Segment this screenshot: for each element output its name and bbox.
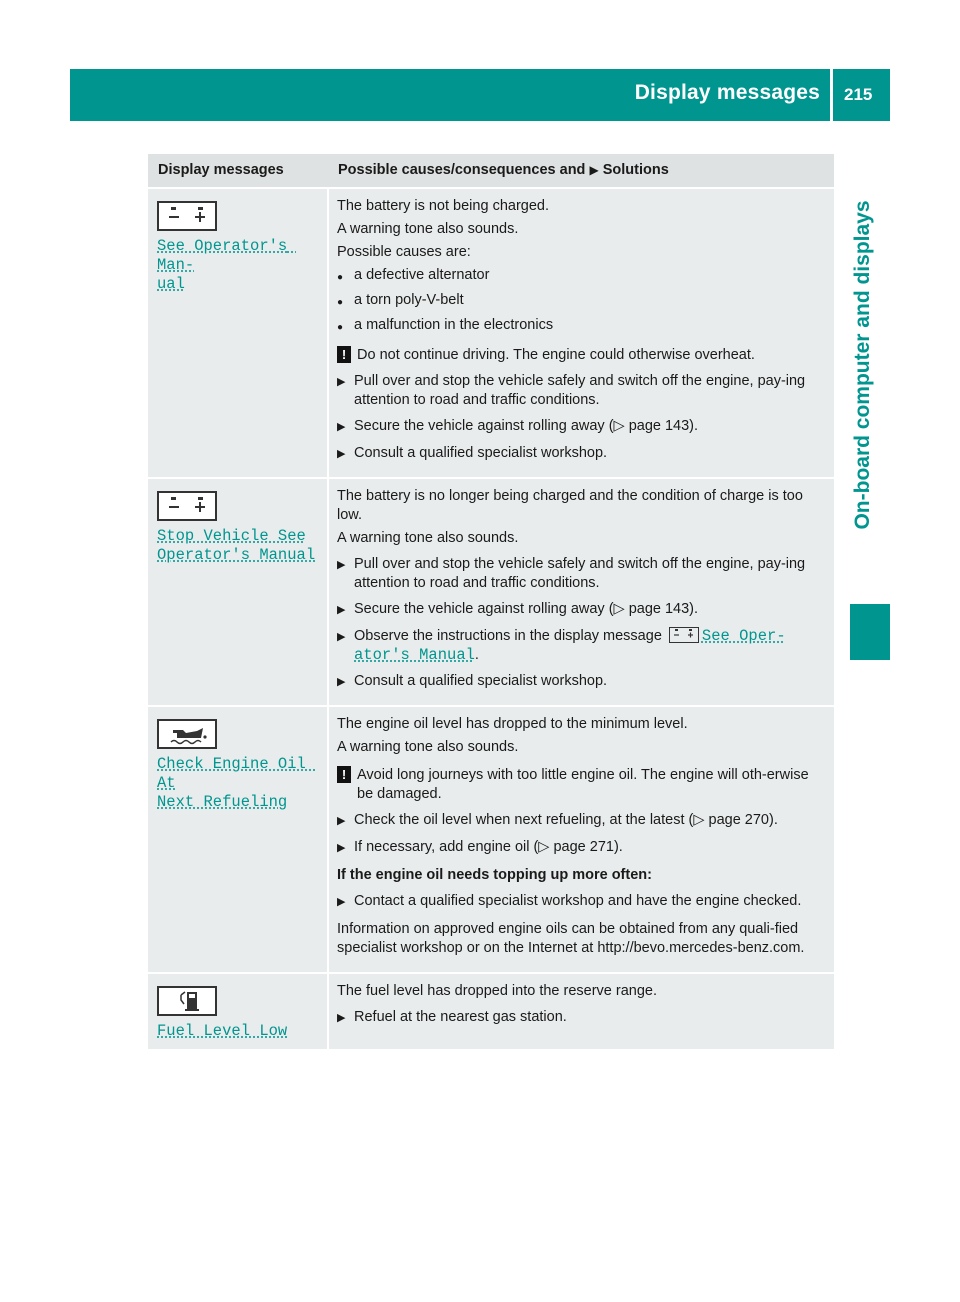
table-row	[148, 973, 834, 1049]
observe-step-end: .	[474, 647, 479, 663]
bullet-icon: ●	[337, 297, 344, 308]
instruction-step	[337, 672, 826, 692]
subheading: If the engine oil needs topping up more often:	[337, 867, 652, 883]
solution-cell	[328, 973, 834, 1049]
display-message-link[interactable]: Check Engine Oil At Next Refueling	[157, 755, 306, 811]
step-text: Contact a qualified specialist workshop and have the engine checked.	[354, 893, 802, 909]
instruction-step	[337, 444, 826, 464]
side-section-marker	[850, 604, 890, 660]
step-text: Pull over and stop the vehicle safely and switch off the engine, pay-ing attention to road and traffic conditions.	[354, 556, 806, 591]
step-text: Pull over and stop the vehicle safely and switch off the engine, pay-ing attention to road and traffic conditions.	[354, 373, 806, 408]
header-divider	[830, 69, 833, 121]
col-header-solutions-text: Solutions	[602, 162, 669, 178]
list-item-text: a defective alternator	[354, 267, 490, 283]
warning-text: Avoid long journeys with too little engine oil. The engine will oth-erwise be damaged.	[357, 767, 809, 802]
warning-icon: !	[337, 766, 351, 783]
warning-text: Do not continue driving. The engine could otherwise overheat.	[357, 347, 755, 363]
step-arrow-icon: ▶	[337, 1012, 346, 1024]
step-arrow-icon: ▶	[337, 896, 346, 908]
cause-text: Possible causes are:	[337, 244, 471, 260]
list-item	[337, 291, 826, 312]
observe-step-text: Observe the instructions in the display message	[354, 628, 662, 644]
instruction-step	[337, 892, 826, 912]
instruction-step	[337, 838, 826, 858]
instruction-step	[337, 627, 826, 665]
oil-can-icon	[157, 719, 217, 749]
solution-cell	[328, 478, 834, 706]
side-section-title	[843, 130, 883, 600]
display-message-link[interactable]: Fuel Level Low	[157, 1022, 288, 1040]
instruction-step	[337, 555, 826, 593]
fuel-pump-icon	[157, 986, 217, 1016]
warning-icon: !	[337, 346, 351, 363]
step-arrow-icon: ▶	[337, 376, 346, 388]
display-message-link[interactable]: See Oper- ator's Manual	[354, 627, 786, 664]
solution-cell	[328, 188, 834, 478]
step-text: Secure the vehicle against rolling away (▷ page 143).	[354, 418, 699, 434]
step-arrow-icon: ▶	[337, 421, 346, 433]
display-message-link[interactable]: See Operator's Man- ual	[157, 237, 288, 293]
page-number: 215	[844, 85, 873, 104]
list-item-text: a torn poly-V-belt	[354, 292, 464, 308]
step-text: Check the oil level when next refueling, at the latest (▷ page 270).	[354, 812, 778, 828]
table-row	[148, 478, 834, 706]
message-cell	[148, 188, 328, 478]
instruction-step	[337, 811, 826, 831]
warning-note	[337, 346, 826, 365]
table-row	[148, 188, 834, 478]
step-text: If necessary, add engine oil (▷ page 271).	[354, 839, 623, 855]
message-cell	[148, 973, 328, 1049]
cause-text: A warning tone also sounds.	[337, 530, 519, 546]
battery-icon	[157, 201, 217, 231]
step-text: Consult a qualified specialist workshop.	[354, 673, 608, 689]
list-item	[337, 266, 826, 287]
list-item-text: a malfunction in the electronics	[354, 317, 554, 333]
cause-text: The battery is no longer being charged and the condition of charge is too low.	[337, 488, 803, 523]
solutions-arrow-icon: ▶	[589, 163, 599, 177]
warning-note	[337, 766, 826, 804]
cause-text: A warning tone also sounds.	[337, 739, 519, 755]
cause-text: The battery is not being charged.	[337, 198, 549, 214]
step-text: Secure the vehicle against rolling away (▷ page 143).	[354, 601, 699, 617]
list-item	[337, 316, 826, 337]
step-text	[354, 627, 786, 665]
instruction-step	[337, 1008, 826, 1028]
col-header-causes-text: Possible causes/consequences and	[338, 162, 586, 178]
cause-text: The fuel level has dropped into the reserve range.	[337, 983, 658, 999]
cause-text: A warning tone also sounds.	[337, 221, 519, 237]
header-bar	[70, 69, 890, 121]
step-arrow-icon: ▶	[337, 604, 346, 616]
instruction-step	[337, 372, 826, 410]
cause-text: The engine oil level has dropped to the minimum level.	[337, 716, 688, 732]
col-header-causes-solutions	[328, 154, 834, 188]
bullet-icon: ●	[337, 272, 344, 283]
table-row	[148, 706, 834, 973]
header-title: Display messages	[634, 81, 820, 104]
step-arrow-icon: ▶	[337, 631, 346, 643]
battery-icon	[157, 491, 217, 521]
step-arrow-icon: ▶	[337, 448, 346, 460]
step-text: Consult a qualified specialist workshop.	[354, 445, 608, 461]
message-cell	[148, 478, 328, 706]
instruction-step	[337, 417, 826, 437]
step-arrow-icon: ▶	[337, 815, 346, 827]
display-messages-table	[148, 154, 834, 1049]
table-header-row	[148, 154, 834, 188]
display-message-link[interactable]: Stop Vehicle See Operator's Manual	[157, 527, 316, 564]
instruction-step	[337, 600, 826, 620]
step-arrow-icon: ▶	[337, 842, 346, 854]
step-arrow-icon: ▶	[337, 676, 346, 688]
bullet-icon: ●	[337, 322, 344, 333]
solution-cell	[328, 706, 834, 973]
step-arrow-icon: ▶	[337, 559, 346, 571]
info-text: Information on approved engine oils can be obtained from any quali-fied specialist workshop or on the Internet at http://bevo.mercedes-benz.com.	[337, 921, 805, 956]
side-section-title-text: On-board computer and displays	[851, 200, 874, 530]
col-header-display-messages: Display messages	[148, 154, 328, 188]
message-cell	[148, 706, 328, 973]
step-text: Refuel at the nearest gas station.	[354, 1009, 567, 1025]
battery-icon	[669, 627, 699, 643]
